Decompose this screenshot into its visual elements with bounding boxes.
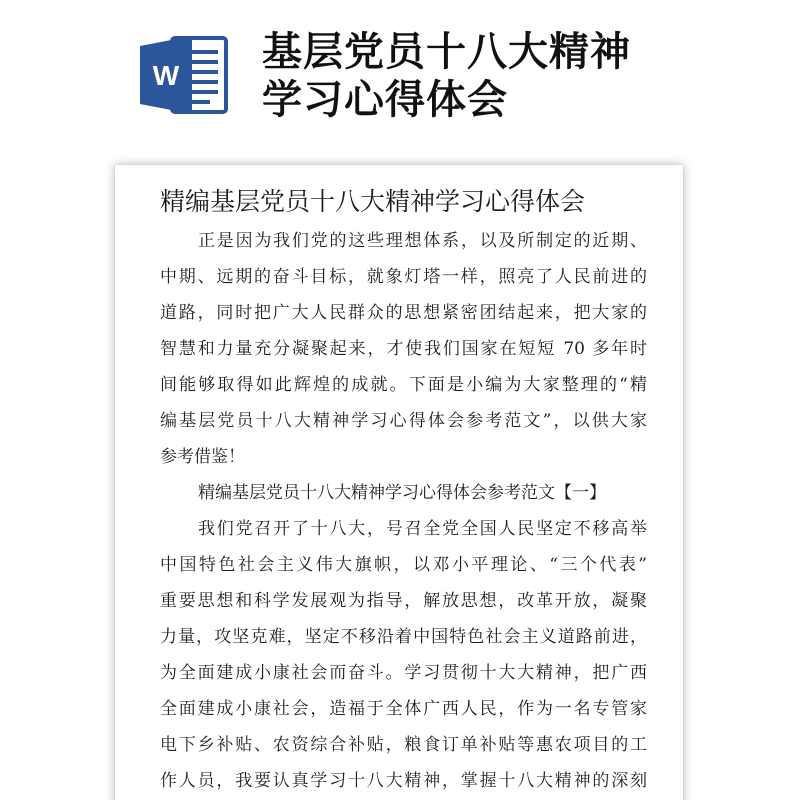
body-line: 全面建成小康社会，造福于全体广西人民，作为一名专管家 [160, 699, 647, 719]
document-title: 精编基层党员十八大精神学习心得体会 [160, 187, 586, 216]
body-line: 道路，同时把广大人民群众的思想紧密团结起来，把大家的 [160, 303, 647, 323]
body-line: 作人员，我要认真学习十八大精神，掌握十八大精神的深刻 [160, 771, 647, 791]
body-line: 电下乡补贴、农资综合补贴，粮食订单补贴等惠农项目的工 [160, 735, 647, 755]
body-line: 为全面建成小康社会而奋斗。学习贯彻十大大精神，把广西 [160, 663, 647, 683]
body-line: 正是因为我们党的这些理想体系，以及所制定的近期、 [198, 231, 647, 251]
header-banner [0, 0, 800, 160]
document-page [115, 165, 683, 800]
page-title-line-1: 基层党员十八大精神 [262, 29, 631, 75]
body-line: 中期、远期的奋斗目标，就象灯塔一样，照亮了人民前进的 [160, 267, 647, 287]
body-line: 我们党召开了十八大，号召全党全国人民坚定不移高举 [198, 519, 647, 539]
document-body [160, 223, 647, 799]
page-title [262, 28, 782, 124]
body-line: 参考借鉴！ [160, 447, 245, 467]
body-line: 编基层党员十八大精神学习心得体会参考范文”，以供大家 [160, 411, 647, 431]
body-line: 重要思想和科学发展观为指导，解放思想，改革开放，凝聚 [160, 591, 647, 611]
page-title-line-2: 学习心得体会 [262, 77, 508, 123]
body-line: 中国特色社会主义伟大旗帜，以邓小平理论、“三个代表” [160, 555, 647, 575]
word-document-icon [138, 34, 230, 116]
body-line: 智慧和力量充分凝聚起来，才使我们国家在短短 70 多年时 [160, 339, 647, 359]
word-icon-letter: W [152, 60, 180, 91]
body-line: 力量，攻坚克难，坚定不移沿着中国特色社会主义道路前进， [160, 627, 647, 647]
body-line: 间能够取得如此辉煌的成就。下面是小编为大家整理的“精 [160, 375, 647, 395]
section-heading: 精编基层党员十八大精神学习心得体会参考范文【一】 [198, 483, 606, 503]
